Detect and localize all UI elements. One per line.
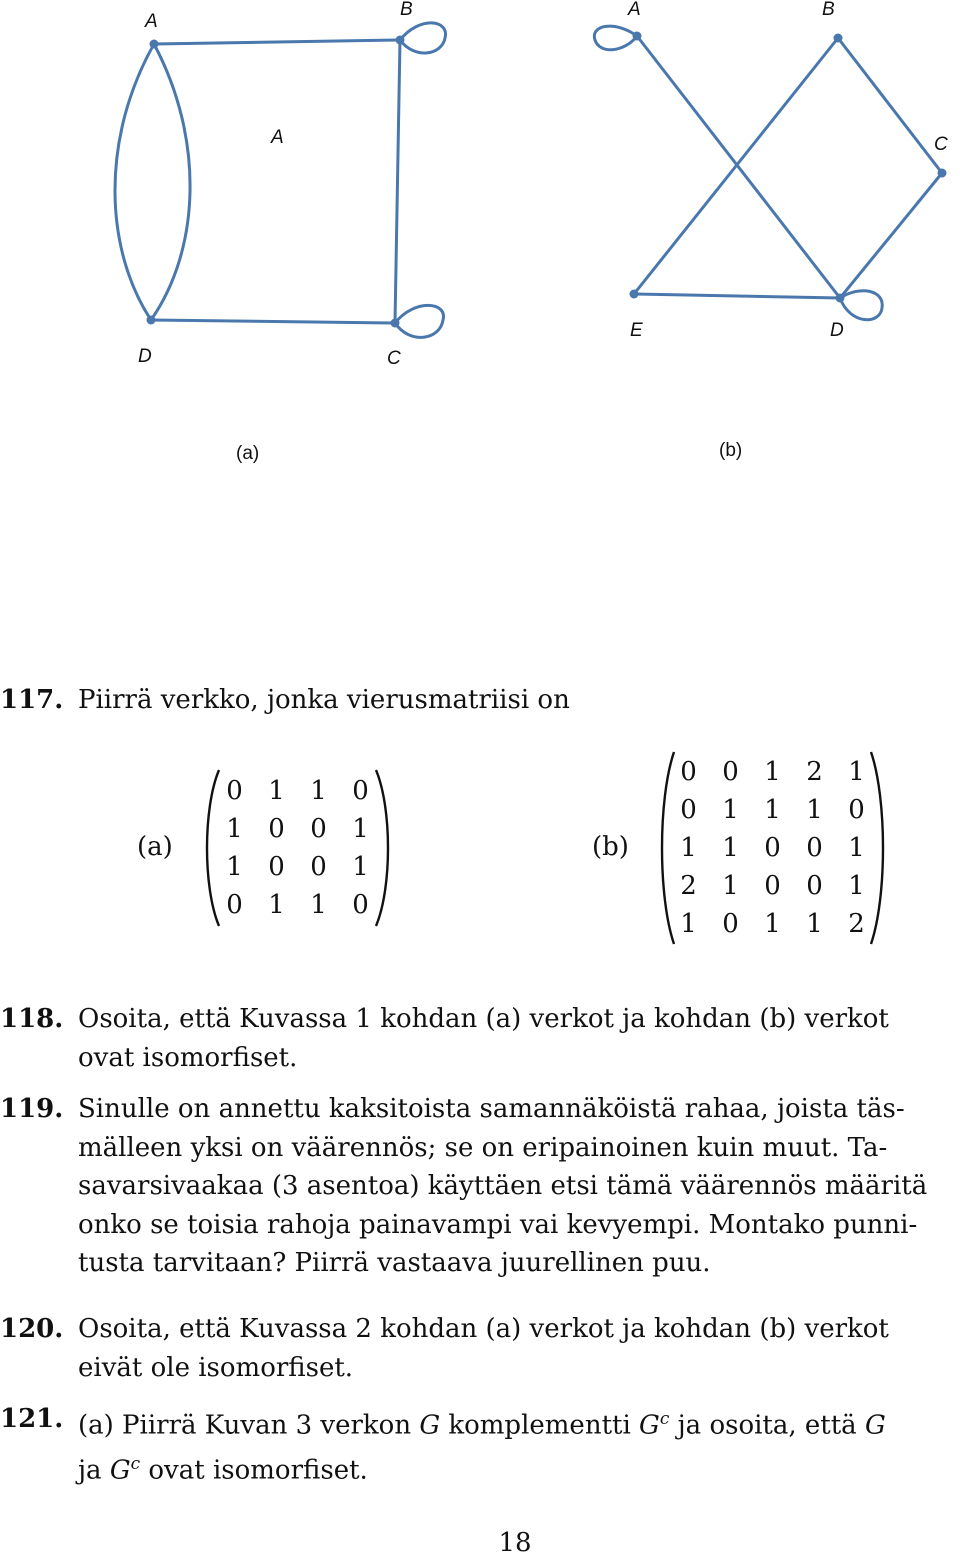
matrix-cell: 0 xyxy=(352,776,369,806)
matrix-cell: 0 xyxy=(764,833,781,863)
node-label-a: A xyxy=(628,0,641,20)
matrix-cell: 0 xyxy=(680,795,697,825)
problem-117 xyxy=(0,681,954,720)
matrix-cell: 1 xyxy=(764,757,781,787)
matrix-cell: 0 xyxy=(806,833,823,863)
matrix-cell: 1 xyxy=(764,909,781,939)
matrix-cell: 0 xyxy=(722,757,739,787)
matrix-cell: 2 xyxy=(806,757,823,787)
matrix-b xyxy=(660,750,885,946)
node-b-b xyxy=(834,34,843,43)
page-number: 18 xyxy=(498,1528,532,1558)
node-label-a: A xyxy=(145,11,158,32)
problem-line: savarsivaakaa (3 asentoa) käyttäen etsi tämä väärennös määritä xyxy=(78,1171,928,1201)
node-label-d: D xyxy=(138,346,152,367)
matrix-cell: 1 xyxy=(722,795,739,825)
matrix-cell: 1 xyxy=(764,795,781,825)
problem-119 xyxy=(0,1090,954,1283)
node-label-c: C xyxy=(934,134,948,155)
node-b-d xyxy=(836,294,845,303)
node-label-b: B xyxy=(400,0,413,20)
graph-a xyxy=(115,0,446,464)
node-a-d xyxy=(147,316,156,325)
node-b-e xyxy=(630,290,639,299)
matrix-cell: 1 xyxy=(848,833,865,863)
problem-line: Osoita, että Kuvassa 1 kohdan (a) verkot ja kohdan (b) verkot xyxy=(78,1004,889,1034)
edge-d-c xyxy=(151,320,395,323)
node-label-c: C xyxy=(387,348,401,369)
matrix-cell: 1 xyxy=(848,871,865,901)
problem-118 xyxy=(0,1000,954,1077)
matrix-cell: 1 xyxy=(226,814,243,844)
problem-line: ja $G^c$ ovat isomorfiset. xyxy=(78,1454,368,1486)
edge-b-c xyxy=(838,38,942,173)
matrix-cell: 1 xyxy=(352,814,369,844)
left-paren xyxy=(662,752,674,944)
matrix-cell: 1 xyxy=(806,909,823,939)
graph-figure xyxy=(0,0,960,480)
matrix-cell: 1 xyxy=(226,852,243,882)
matrix-cell: 0 xyxy=(764,871,781,901)
node-b-c xyxy=(938,169,947,178)
matrix-cell: 1 xyxy=(268,776,285,806)
problem-line: eivät ole isomorfiset. xyxy=(78,1352,354,1383)
problem-number: 120. xyxy=(0,1314,64,1344)
matrix-cell: 2 xyxy=(848,909,865,939)
right-paren xyxy=(871,752,883,944)
edge-b-c xyxy=(395,40,400,323)
problem-120 xyxy=(0,1310,954,1387)
matrix-cell: 0 xyxy=(226,776,243,806)
right-paren xyxy=(376,770,388,926)
problem-line: onko se toisia rahoja painavampi vai kevyempi. Montako punni- xyxy=(78,1209,918,1240)
left-paren xyxy=(207,770,219,926)
edge-a-b xyxy=(154,40,400,44)
node-label-b: B xyxy=(822,0,835,20)
matrix-cell: 1 xyxy=(722,833,739,863)
node-a-a xyxy=(150,40,159,49)
matrix-cell: 0 xyxy=(680,757,697,787)
node-label-d: D xyxy=(830,320,844,341)
matrix-cell: 1 xyxy=(848,757,865,787)
matrix-cell: 2 xyxy=(680,871,697,901)
node-label-e: E xyxy=(630,320,643,341)
problem-121 xyxy=(0,1400,954,1490)
problem-number: 119. xyxy=(0,1094,64,1124)
matrix-cell: 0 xyxy=(310,852,327,882)
problem-line: (a) Piirrä Kuvan 3 verkon G komplementti $G^c$ ja osoita, että G xyxy=(78,1409,886,1441)
matrix-cell: 0 xyxy=(806,871,823,901)
caption-a: (a) xyxy=(236,443,260,464)
matrix-b-label: (b) xyxy=(592,832,629,862)
matrix-a-label: (a) xyxy=(137,832,173,862)
loop-c xyxy=(395,305,444,337)
matrix-cell: 0 xyxy=(268,852,285,882)
edge-c-d xyxy=(840,173,942,298)
matrix-cell: 1 xyxy=(310,890,327,920)
node-a-b xyxy=(396,36,405,45)
matrix-cell: 1 xyxy=(722,871,739,901)
node-label-a-center: A xyxy=(271,127,284,148)
problem-number: 118. xyxy=(0,1004,64,1034)
matrix-cell: 0 xyxy=(848,795,865,825)
matrix-cell: 0 xyxy=(352,890,369,920)
matrix-cell: 1 xyxy=(352,852,369,882)
problem-line: ovat isomorfiset. xyxy=(78,1042,298,1073)
caption-b: (b) xyxy=(719,440,743,461)
node-a-c xyxy=(391,319,400,328)
problem-number: 121. xyxy=(0,1404,64,1434)
node-b-a xyxy=(633,32,642,41)
matrix-cell: 1 xyxy=(806,795,823,825)
edge-e-d xyxy=(634,294,840,298)
matrix-cell: 1 xyxy=(680,833,697,863)
graph-b xyxy=(594,0,948,461)
edge-a-d-1 xyxy=(115,44,154,320)
problem-number: 117. xyxy=(0,685,64,715)
matrix-cell: 0 xyxy=(268,814,285,844)
matrix-cell: 1 xyxy=(310,776,327,806)
problem-line: Osoita, että Kuvassa 2 kohdan (a) verkot ja kohdan (b) verkot xyxy=(78,1314,889,1344)
matrix-cell: 1 xyxy=(268,890,285,920)
problem-line: tusta tarvitaan? Piirrä vastaava juurellinen puu. xyxy=(78,1248,711,1278)
problem-line: mälleen yksi on väärennös; se on eripainoinen kuin muut. Ta- xyxy=(78,1132,888,1163)
loop-b xyxy=(400,23,446,53)
loop-a xyxy=(594,26,637,50)
matrix-cell: 0 xyxy=(310,814,327,844)
problem-text: Piirrä verkko, jonka vierusmatriisi on xyxy=(78,685,570,715)
loop-d xyxy=(840,291,882,320)
matrix-cell: 0 xyxy=(722,909,739,939)
matrix-a xyxy=(205,768,390,928)
edge-a-d-2 xyxy=(151,44,190,320)
problem-line: Sinulle on annettu kaksitoista samannäköistä rahaa, joista täs- xyxy=(78,1094,905,1124)
matrix-cell: 1 xyxy=(680,909,697,939)
matrix-cell: 0 xyxy=(226,890,243,920)
